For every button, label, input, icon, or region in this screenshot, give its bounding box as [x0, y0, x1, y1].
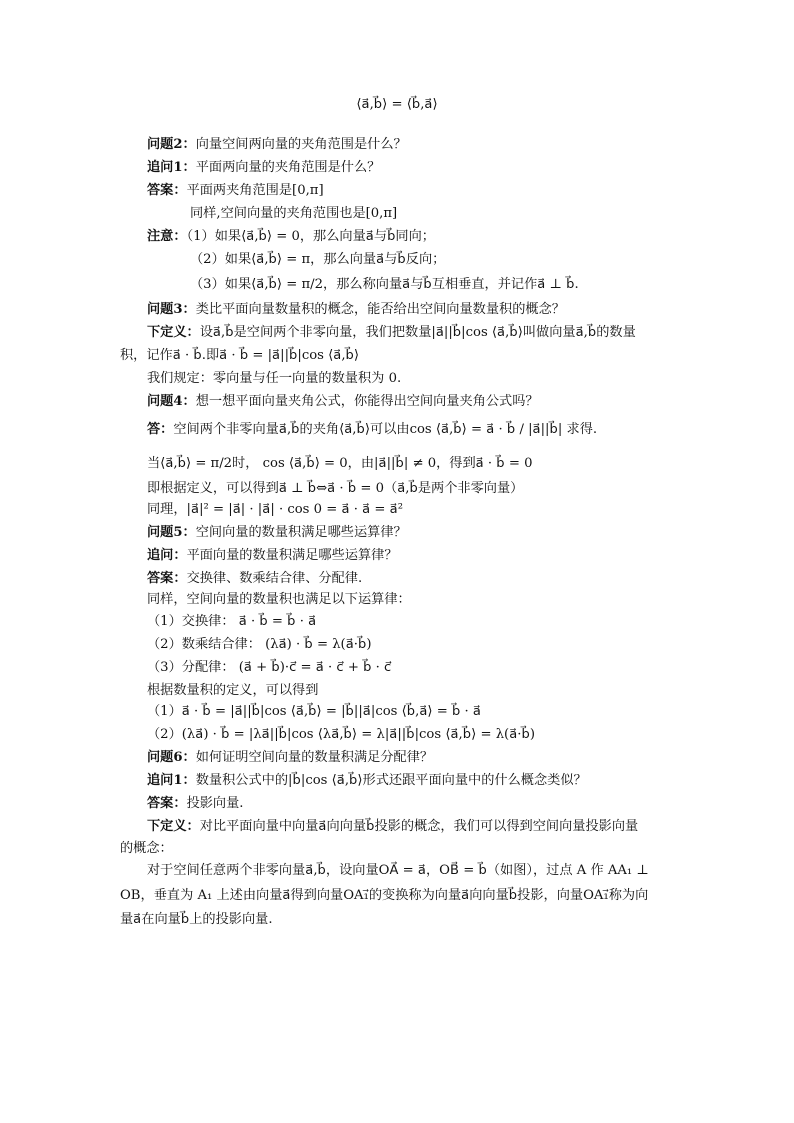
- definition-projection: [147, 817, 638, 837]
- line-text: （3）如果⟨a⃗,b⃗⟩ = π/2，那么称向量a⃗与b⃗互相垂直，并记作a⃗ ⊥ b⃗.: [190, 277, 579, 292]
- line-text: 根据数量积的定义，可以得到: [147, 683, 319, 698]
- line-text: 的概念：: [120, 841, 173, 856]
- line-label: 问题2：: [147, 137, 196, 152]
- definition-dot-product-cont: [120, 346, 359, 366]
- line-text: 即根据定义，可以得到a⃗ ⊥ b⃗⇔a⃗ · b⃗ = 0（a⃗,b⃗是两个非零向量）: [147, 481, 524, 496]
- law-scalar-associative: [147, 635, 371, 655]
- line-text: 如何证明空间向量的数量积满足分配律？: [195, 750, 434, 765]
- line-label: 下定义：: [147, 325, 200, 340]
- line-text: （2）数乘结合律： (λa⃗) · b⃗ = λ(a⃗·b⃗): [147, 637, 372, 652]
- definition-projection-cont: [120, 839, 173, 859]
- question-4: [147, 392, 539, 412]
- line-text: 数量积公式中的|b⃗|cos ⟨a⃗,b⃗⟩形式还跟平面向量中的什么概念类似？: [195, 773, 587, 788]
- line-text: 想一想平面向量夹角公式，你能得出空间向量夹角公式吗？: [195, 394, 539, 409]
- zero-vector-rule: [147, 369, 401, 389]
- line-text: （2）(λa⃗) · b⃗ = |λa⃗||b⃗|cos ⟨λa⃗,b⃗⟩ = λ|a⃗||b⃗|cos ⟨a⃗,b⃗⟩ = λ(a⃗·b⃗): [147, 727, 535, 742]
- question-3: [147, 300, 565, 320]
- laws-intro: [147, 590, 411, 610]
- line-label: 答案：: [147, 796, 187, 811]
- law-commutative: [147, 612, 316, 632]
- line-label: 问题4：: [147, 394, 196, 409]
- perpendicular-equivalence: [147, 479, 523, 499]
- line-text: （1）a⃗ · b⃗ = |a⃗||b⃗|cos ⟨a⃗,b⃗⟩ = |b⃗||a⃗|cos ⟨b⃗,a⃗⟩ = b⃗ · a⃗: [147, 704, 482, 719]
- line-text: 同理，|a⃗|² = |a⃗| · |a⃗| · cos 0 = a⃗ · a⃗ = a⃗²: [147, 502, 403, 517]
- derivation-intro: [147, 681, 318, 701]
- line-text: （3）分配律： (a⃗ + b⃗)·c⃗ = a⃗ · c⃗ + b⃗ · c⃗: [147, 660, 392, 675]
- line-text: OB，垂直为 A₁ 上述由向量a⃗得到向量OA₁⃗的变换称为向量a⃗向向量b⃗投影，向量OA₁⃗称为向: [120, 888, 649, 903]
- line-label: 追问1：: [147, 160, 196, 175]
- question-2: [147, 135, 407, 155]
- line-label: 下定义：: [147, 819, 200, 834]
- answer-6: [147, 794, 244, 814]
- projection-setup-cont: [120, 886, 648, 906]
- line-label: 问题6：: [147, 750, 196, 765]
- line-label: 注意：: [147, 229, 187, 244]
- line-text: 平面两向量的夹角范围是什么？: [195, 160, 381, 175]
- line-label: 答案：: [147, 571, 187, 586]
- derivation-1: [147, 702, 481, 722]
- derivation-2: [147, 725, 535, 745]
- line-text: 对比平面向量中向量a⃗向向量b⃗投影的概念，我们可以得到空间向量投影向量: [199, 819, 639, 834]
- line-text: 投影向量.: [186, 796, 244, 811]
- line-text: 平面向量的数量积满足哪些运算律？: [186, 548, 398, 563]
- line-text: （1）如果⟨a⃗,b⃗⟩ = 0，那么向量a⃗与b⃗同向；: [186, 229, 435, 244]
- line-label: 追问：: [147, 548, 187, 563]
- follow-up-1: [147, 158, 380, 178]
- line-label: 答案：: [147, 183, 187, 198]
- line-text: 类比平面向量数量积的概念，能否给出空间向量数量积的概念？: [195, 302, 565, 317]
- follow-up-6: [147, 771, 587, 791]
- question-6: [147, 748, 433, 768]
- symmetry-formula: ⟨a⃗,b⃗⟩ = ⟨b⃗,a⃗⟩: [356, 97, 438, 112]
- line-text: 积，记作a⃗ · b⃗.即a⃗ · b⃗ = |a⃗||b⃗|cos ⟨a⃗,b⃗⟩: [120, 348, 360, 363]
- answer-1-cont: [190, 204, 397, 224]
- answer-4: [147, 420, 597, 440]
- self-dot-product: [147, 500, 403, 520]
- question-5: [147, 523, 407, 543]
- line-label: 问题5：: [147, 525, 196, 540]
- line-text: 当⟨a⃗,b⃗⟩ = π/2时， cos ⟨a⃗,b⃗⟩ = 0，由|a⃗||b⃗| ≠ 0，得到a⃗ · b⃗ = 0: [147, 456, 533, 471]
- line-text: （2）如果⟨a⃗,b⃗⟩ = π，那么向量a⃗与b⃗反向；: [190, 252, 446, 267]
- line-text: 平面两夹角范围是[0,π]: [186, 183, 324, 198]
- line-label: 追问1：: [147, 773, 196, 788]
- projection-setup: [147, 861, 649, 881]
- line-text: 同样，空间向量的数量积也满足以下运算律：: [147, 592, 411, 607]
- definition-dot-product: [147, 323, 636, 343]
- line-text: 对于空间任意两个非零向量a⃗,b⃗，设向量OA⃗ = a⃗，OB⃗ = b⃗（如图），过点 A 作 AA₁ ⊥: [147, 863, 649, 878]
- line-text: 量a⃗在向量b⃗上的投影向量.: [120, 912, 273, 927]
- line-text: 空间向量的数量积满足哪些运算律？: [195, 525, 407, 540]
- perpendicular-condition: [147, 454, 533, 474]
- answer-1: [147, 181, 324, 201]
- line-text: 同样,空间向量的夹角范围也是[0,π]: [190, 206, 398, 221]
- line-text: 交换律、数乘结合律、分配律.: [186, 571, 363, 586]
- projection-definition-end: [120, 910, 273, 930]
- note-1: [147, 227, 435, 247]
- note-2: [190, 250, 445, 270]
- note-3: [190, 275, 579, 295]
- follow-up-5: [147, 546, 398, 566]
- line-text: 设a⃗,b⃗是空间两个非零向量，我们把数量|a⃗||b⃗|cos ⟨a⃗,b⃗⟩叫做向量a⃗,b⃗的数量: [199, 325, 636, 340]
- line-text: 向量空间两向量的夹角范围是什么？: [195, 137, 407, 152]
- line-text: （1）交换律： a⃗ · b⃗ = b⃗ · a⃗: [147, 614, 317, 629]
- answer-5: [147, 569, 362, 589]
- line-text: 我们规定：零向量与任一向量的数量积为 0.: [147, 371, 402, 386]
- law-distributive: [147, 658, 391, 678]
- line-label: 答：: [147, 422, 174, 437]
- line-label: 问题3：: [147, 302, 196, 317]
- line-text: 空间两个非零向量a⃗,b⃗的夹角⟨a⃗,b⃗⟩可以由cos ⟨a⃗,b⃗⟩ = a⃗ · b⃗ / |a⃗||b⃗| 求得.: [173, 422, 598, 437]
